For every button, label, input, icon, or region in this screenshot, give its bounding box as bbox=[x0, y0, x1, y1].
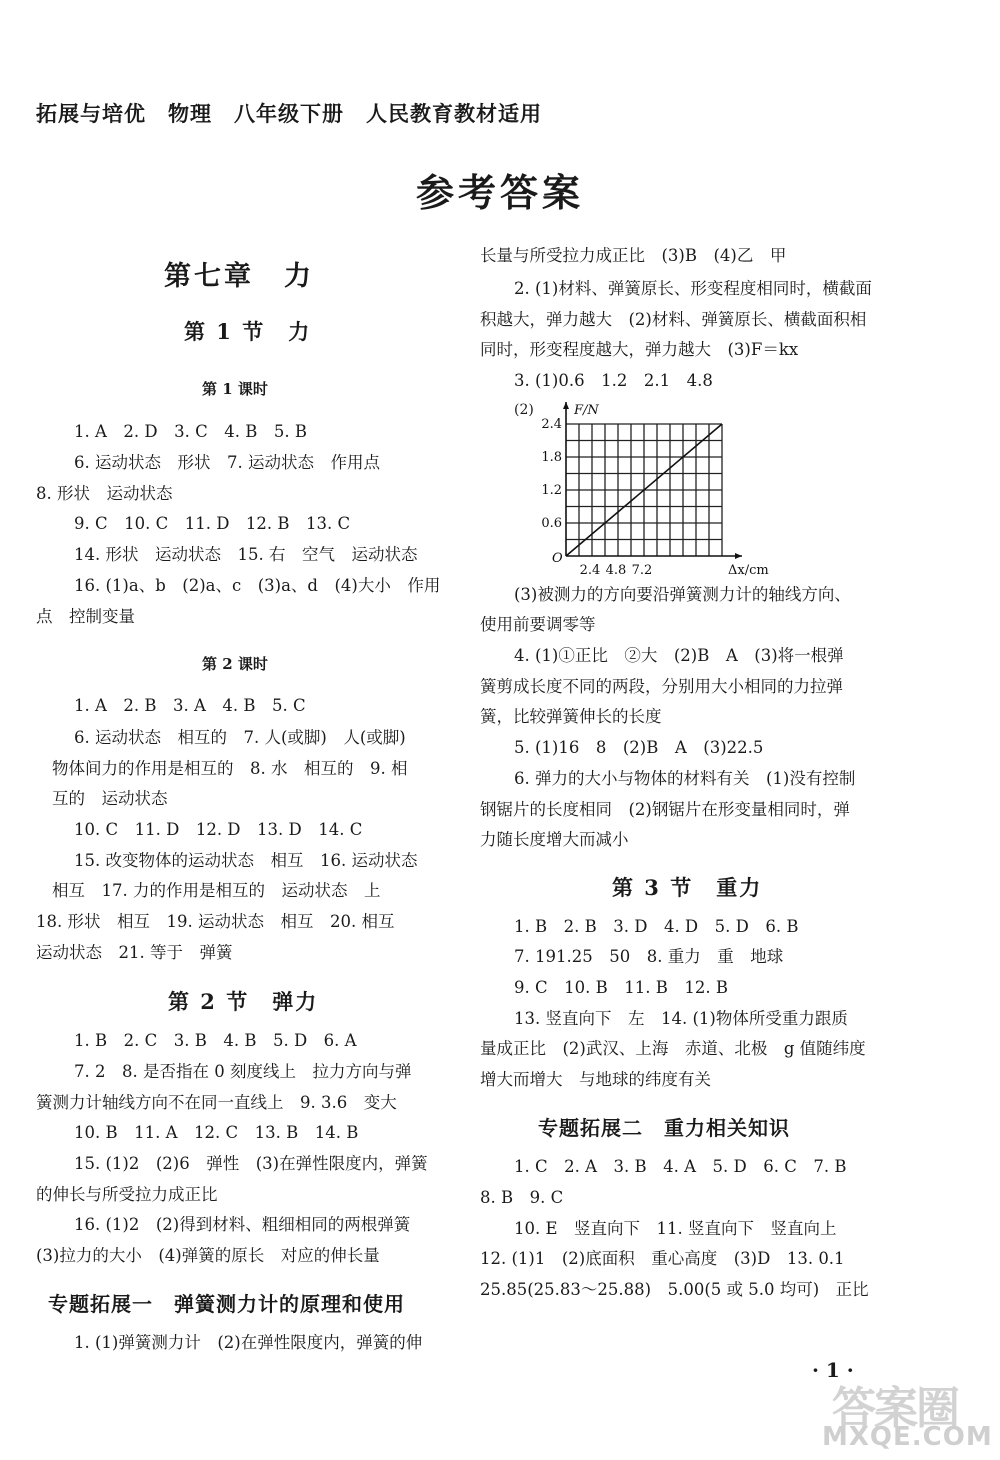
answer-line: 6. 运动状态 形状 7. 运动状态 作用点 bbox=[74, 453, 380, 472]
origin-label: O bbox=[552, 551, 563, 566]
answer-line: 的伸长与所受拉力成正比 bbox=[36, 1185, 218, 1204]
answer-line: 6. 弹力的大小与物体的材料有关 (1)没有控制 bbox=[514, 769, 856, 788]
x-axis-label: Δx/cm bbox=[728, 563, 769, 577]
answer-line: (3)拉力的大小 (4)弹簧的原长 对应的伸长量 bbox=[36, 1246, 380, 1265]
answer-line: 1. (1)弹簧测力计 (2)在弹性限度内，弹簧的伸 bbox=[74, 1333, 423, 1352]
answer-line: 10. E 竖直向下 11. 竖直向下 竖直向上 bbox=[514, 1219, 837, 1238]
answer-line: 同时，形变程度越大，弹力越大 (3)F＝kx bbox=[480, 340, 799, 359]
page-number: · 1 · bbox=[812, 1358, 854, 1382]
answer-line: 5. (1)16 8 (2)B A (3)22.5 bbox=[514, 738, 764, 757]
answer-line: 8. 形状 运动状态 bbox=[36, 484, 173, 503]
answer-line: 物体间力的作用是相互的 8. 水 相互的 9. 相 bbox=[52, 759, 408, 778]
answer-line: 9. C 10. B 11. B 12. B bbox=[514, 978, 728, 997]
y-axis-label: F/N bbox=[574, 403, 599, 418]
answer-line: 9. C 10. C 11. D 12. B 13. C bbox=[74, 514, 351, 533]
answer-line: 16. (1)2 (2)得到材料、粗细相同的两根弹簧 bbox=[74, 1215, 411, 1234]
y-tick-label: 0.6 bbox=[541, 516, 562, 531]
section-heading-2: 第 2 节 弹力 bbox=[168, 989, 319, 1014]
y-tick-label: 2.4 bbox=[541, 417, 562, 432]
answer-line: 互的 运动状态 bbox=[52, 789, 168, 808]
watermark-logo: 答案圈 bbox=[832, 1383, 958, 1434]
answer-line: 力随长度增大而减小 bbox=[480, 830, 629, 849]
x-tick-label: 7.2 bbox=[631, 563, 653, 577]
chapter-heading: 第七章 力 bbox=[164, 261, 314, 292]
answer-line: 4. (1)①正比 ②大 (2)B A (3)将一根弹 bbox=[514, 646, 844, 665]
y-tick-label: 1.8 bbox=[541, 450, 562, 465]
answer-line: 8. B 9. C bbox=[480, 1188, 564, 1207]
book-header: 拓展与培优 物理 八年级下册 人民教育教材适用 bbox=[36, 102, 542, 126]
y-tick-label: 1.2 bbox=[541, 483, 562, 498]
answer-line: 1. A 2. D 3. C 4. B 5. B bbox=[74, 422, 307, 441]
answer-line: 13. 竖直向下 左 14. (1)物体所受重力跟质 bbox=[514, 1009, 848, 1028]
answer-line: (3)被测力的方向要沿弹簧测力计的轴线方向、 bbox=[514, 585, 851, 604]
x-axis-arrow bbox=[735, 553, 742, 559]
answer-line: 3. (1)0.6 1.2 2.1 4.8 bbox=[514, 371, 713, 390]
answer-line: 15. (1)2 (2)6 弹性 (3)在弹性限度内，弹簧 bbox=[74, 1154, 428, 1173]
force-extension-graph bbox=[510, 392, 780, 577]
x-tick-label: 4.8 bbox=[605, 563, 627, 577]
answer-line: 积越大，弹力越大 (2)材料、弹簧原长、横截面积相 bbox=[480, 310, 867, 329]
answer-line: 18. 形状 相互 19. 运动状态 相互 20. 相互 bbox=[36, 912, 395, 931]
answer-line: 6. 运动状态 相互的 7. 人(或脚) 人(或脚) bbox=[74, 728, 406, 747]
section-heading-3: 第 3 节 重力 bbox=[612, 875, 763, 900]
answer-line: 使用前要调零等 bbox=[480, 615, 596, 634]
answer-line: 10. B 11. A 12. C 13. B 14. B bbox=[74, 1123, 359, 1142]
graph-question-label: (2) bbox=[514, 402, 534, 418]
answer-line: 增大而增大 与地球的纬度有关 bbox=[480, 1070, 711, 1089]
x-tick-label: 2.4 bbox=[579, 563, 601, 577]
answer-line: 点 控制变量 bbox=[36, 607, 135, 626]
watermark-site: MXQE.COM bbox=[822, 1422, 993, 1452]
answer-line: 1. B 2. C 3. B 4. B 5. D 6. A bbox=[74, 1031, 357, 1050]
answer-line: 1. C 2. A 3. B 4. A 5. D 6. C 7. B bbox=[514, 1157, 847, 1176]
answer-line: 簧，比较弹簧伸长的长度 bbox=[480, 707, 662, 726]
answer-line: 7. 2 8. 是否指在 0 刻度线上 拉力方向与弹 bbox=[74, 1062, 412, 1081]
answer-line: 10. C 11. D 12. D 13. D 14. C bbox=[74, 820, 363, 839]
lesson-heading-2: 第 2 课时 bbox=[202, 655, 268, 673]
answer-line: 相互 17. 力的作用是相互的 运动状态 上 bbox=[52, 881, 381, 900]
answer-line: 量成正比 (2)武汉、上海 赤道、北极 g 值随纬度 bbox=[480, 1039, 866, 1058]
answer-line: 钢锯片的长度相同 (2)钢锯片在形变量相同时，弹 bbox=[480, 800, 850, 819]
answer-line: 长量与所受拉力成正比 (3)B (4)乙 甲 bbox=[480, 246, 787, 265]
answer-line: 1. B 2. B 3. D 4. D 5. D 6. B bbox=[514, 917, 799, 936]
page-title: 参考答案 bbox=[415, 170, 584, 215]
topic-heading-1: 专题拓展一 弹簧测力计的原理和使用 bbox=[48, 1292, 405, 1316]
topic-heading-2: 专题拓展二 重力相关知识 bbox=[538, 1116, 790, 1140]
answer-line: 15. 改变物体的运动状态 相互 16. 运动状态 bbox=[74, 851, 418, 870]
answer-line: 簧测力计轴线方向不在同一直线上 9. 3.6 变大 bbox=[36, 1093, 397, 1112]
answer-line: 12. (1)1 (2)底面积 重心高度 (3)D 13. 0.1 bbox=[480, 1249, 845, 1268]
answer-line: 1. A 2. B 3. A 4. B 5. C bbox=[74, 696, 306, 715]
answer-line: 16. (1)a、b (2)a、c (3)a、d (4)大小 作用 bbox=[74, 576, 441, 595]
answer-line: 簧剪成长度不同的两段，分别用大小相同的力拉弹 bbox=[480, 677, 843, 696]
answer-line: 运动状态 21. 等于 弹簧 bbox=[36, 943, 233, 962]
answer-line: 25.85(25.83～25.88) 5.00(5 或 5.0 均可) 正比 bbox=[480, 1280, 869, 1299]
answer-line: 2. (1)材料、弹簧原长、形变程度相同时，横截面 bbox=[514, 279, 872, 298]
answer-line: 7. 191.25 50 8. 重力 重 地球 bbox=[514, 947, 784, 966]
section-heading-1: 第 1 节 力 bbox=[184, 319, 312, 344]
lesson-heading-1: 第 1 课时 bbox=[202, 380, 268, 398]
y-axis-arrow bbox=[563, 402, 569, 409]
answer-line: 14. 形状 运动状态 15. 右 空气 运动状态 bbox=[74, 545, 418, 564]
